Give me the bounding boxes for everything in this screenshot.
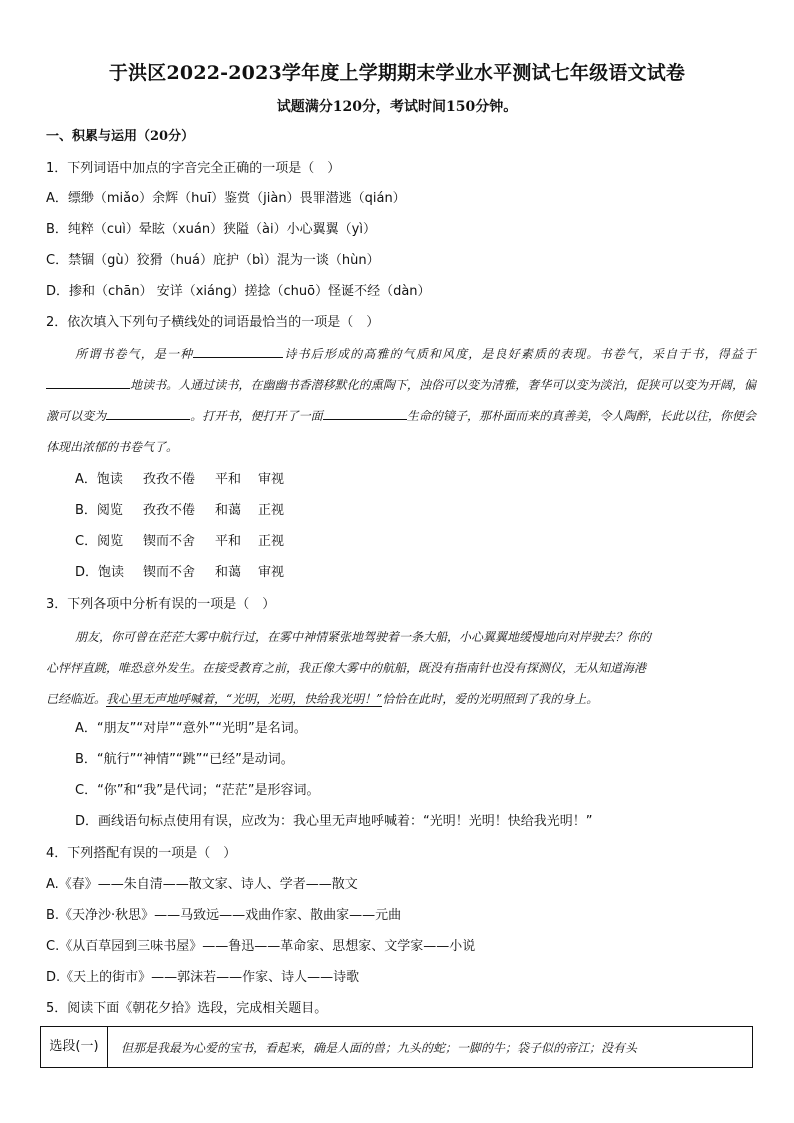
underlined-sentence: 我心里无声地呼喊着，“光明，光明，快给我光明！” xyxy=(106,692,383,706)
question-3-option-a: A．“朋友”“对岸”“意外”“光明”是名词。 xyxy=(75,721,307,736)
question-1-option-d: D．掺和（chān） 安详（xiáng）搓捻（chuō）怪诞不经（dàn） xyxy=(46,284,431,299)
question-2-stem: 2．依次填入下列句子横线处的词语最恰当的一项是（ ） xyxy=(46,315,380,330)
fill-blank-2 xyxy=(46,374,130,389)
question-4-option-b: B.《天净沙·秋思》——马致远——戏曲作家、散曲家——元曲 xyxy=(46,908,402,923)
question-3-option-c: C．“你”和“我”是代词；“茫茫”是形容词。 xyxy=(75,783,320,798)
passage-text: 促狭可以变为开阔，偏激可以变为 xyxy=(46,378,756,423)
exam-title: 于洪区2022-2023学年度上学期期末学业水平测试七年级语文试卷 xyxy=(108,62,686,84)
question-2-passage xyxy=(46,339,756,463)
passage-text: 诗书后形成的高雅的气质和风度，是良好素质的表现。书卷气，采自于书， xyxy=(283,347,718,361)
section-heading: 一、积累与运用（20分） xyxy=(46,129,195,144)
passage-text: 生命的镜子，那朴面而来的 xyxy=(406,409,552,423)
passage-text: 。打开书，便打开了一面 xyxy=(190,409,323,423)
question-1-stem: 1．下列词语中加点的字音完全正确的一项是（ ） xyxy=(46,161,341,176)
passage-text: 真善美，令人陶醉，长此以往，你便会体现出浓郁的书卷气了。 xyxy=(46,409,756,454)
question-5-stem: 5．阅读下面《朝花夕拾》选段，完成相关题目。 xyxy=(46,1001,328,1016)
question-4-option-c: C.《从百草园到三味书屋》——鲁迅——革命家、思想家、文学家——小说 xyxy=(46,939,476,954)
question-3-passage-line: 已经临近。我心里无声地呼喊着，“光明，光明，快给我光明！”恰恰在此时，爱的光明照到了我的身上。 xyxy=(46,692,599,706)
question-1-option-c: C．禁锢（gù）狡猾（huá）庇护（bì）混为一谈（hùn） xyxy=(46,253,380,268)
exam-subtitle: 试题满分120分，考试时间150分钟。 xyxy=(276,99,518,115)
question-4-option-d: D.《天上的街市》——郭沫若——作家、诗人——诗歌 xyxy=(46,970,360,985)
question-3-option-d: D．画线语句标点使用有误，应改为：我心里无声地呼喊着：“光明！光明！快给我光明！” xyxy=(75,814,593,829)
question-3-passage-line: 朋友，你可曾在茫茫大雾中航行过，在雾中神情紧张地驾驶着一条大船，小心翼翼地缓慢地向对岸驶去？你的 xyxy=(75,630,652,644)
passage-text: 所谓书卷气，是一种 xyxy=(74,347,194,361)
passage-text: 地读书。人通过读书，在幽幽书香潜移默化的熏陶下，浊俗可以变为清雅，奢华可以变为淡泊， xyxy=(130,378,636,392)
question-2-option-d: D．饱读 锲而不舍 和蔼 审视 xyxy=(75,565,285,580)
question-3-passage-line: 心怦怦直跳，唯恐意外发生。在接受教育之前，我正像大雾中的航船，既没有指南针也没有探测仪，无从知道海港 xyxy=(46,661,647,675)
excerpt-text: 但那是我最为心爱的宝书，看起来，确是人面的兽；九头的蛇；一脚的牛；袋子似的帝江；没有头 xyxy=(121,1041,638,1055)
fill-blank-4 xyxy=(323,405,407,420)
question-1-option-b: B．纯粹（cuì）晕眩（xuán）狭隘（ài）小心翼翼（yì） xyxy=(46,222,376,237)
passage-text: 得益于 xyxy=(717,347,756,361)
excerpt-table xyxy=(40,1026,753,1068)
question-2-option-c: C．阅览 锲而不舍 平和 正视 xyxy=(75,534,285,549)
question-3-stem: 3．下列各项中分析有误的一项是（ ） xyxy=(46,597,276,612)
excerpt-label: 选段(一) xyxy=(41,1027,108,1067)
question-4-stem: 4．下列搭配有误的一项是（ ） xyxy=(46,846,237,861)
question-4-option-a: A.《春》——朱自清——散文家、诗人、学者——散文 xyxy=(46,877,358,892)
question-1-option-a: A．缥缈（miǎo）余辉（huī）鉴赏（jiàn）畏罪潜逃（qián） xyxy=(46,191,406,206)
question-2-option-b: B．阅览 孜孜不倦 和蔼 正视 xyxy=(75,503,285,518)
fill-blank-3 xyxy=(106,405,190,420)
question-2-option-a: A．饱读 孜孜不倦 平和 审视 xyxy=(75,472,285,487)
question-3-option-b: B．“航行”“神情”“跳”“已经”是动词。 xyxy=(75,752,294,767)
fill-blank-1 xyxy=(193,343,283,358)
